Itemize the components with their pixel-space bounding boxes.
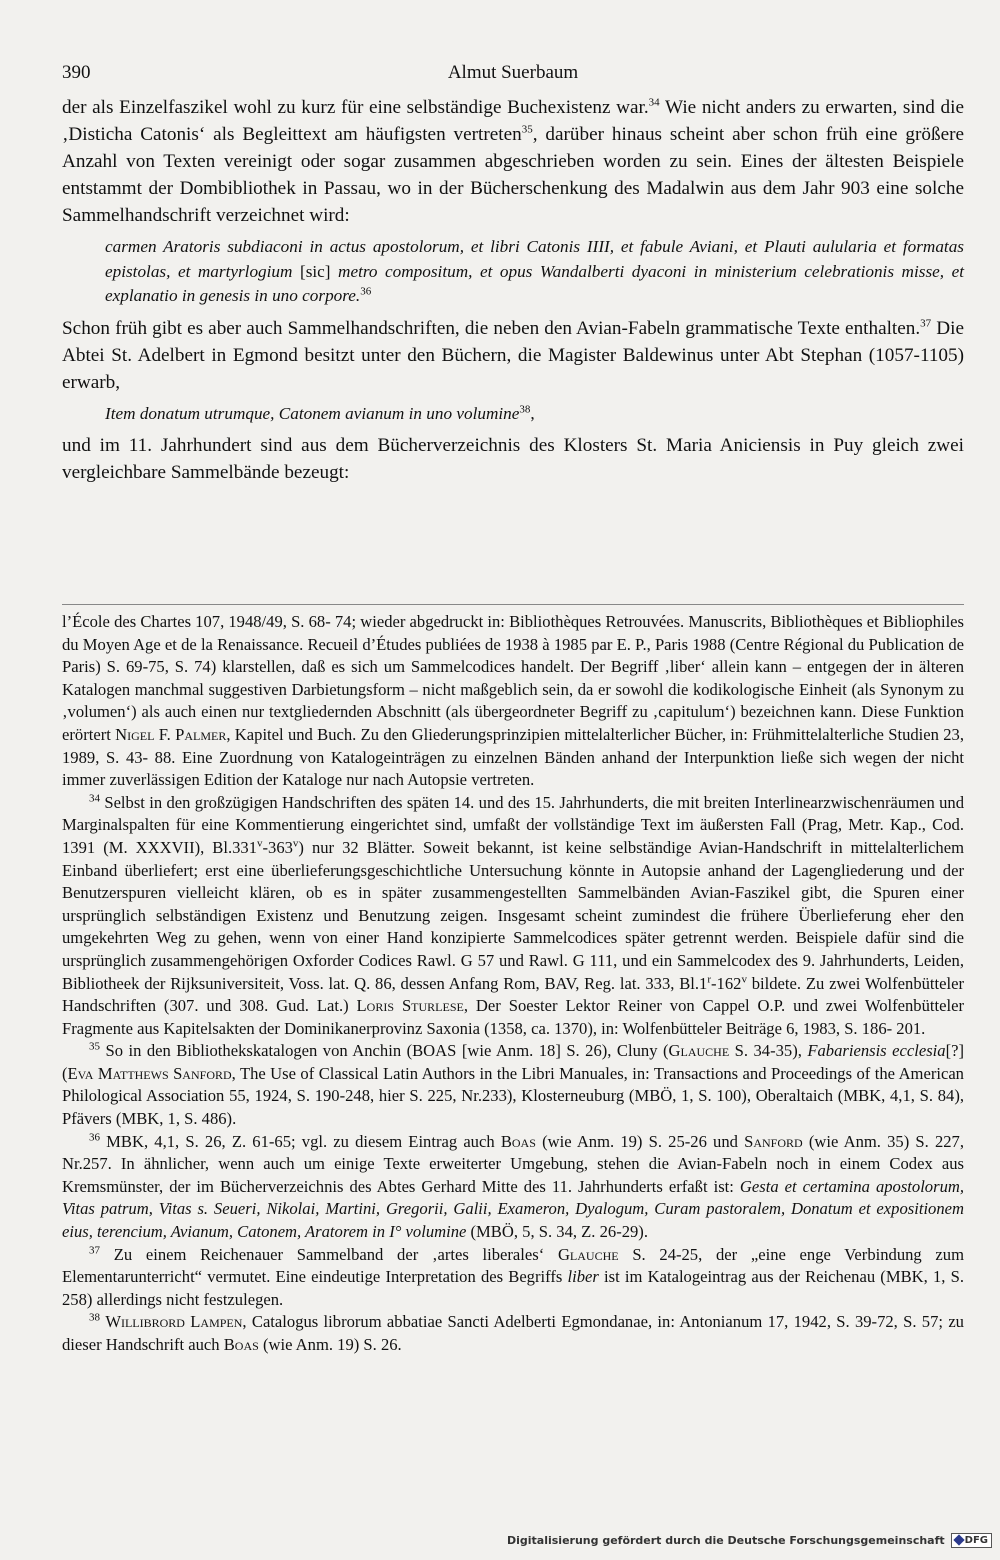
block-quote-2: [105, 402, 964, 427]
author-name: Glauche: [668, 1041, 730, 1061]
author-name: Willibrord Lampen: [105, 1312, 243, 1332]
credit-text: Digitalisierung gefördert durch die Deutsche Forschungsgemeinschaft: [506, 1533, 945, 1547]
text-run: ,: [530, 403, 535, 423]
italic-text: Gesta et certamina apostolorum, Vitas patrum, Vitas s. Seueri, Nikolai, Martini, Gregorii, Galii, Exameron, Dyalogum, Curam pastoralem, Donatum et expositionem eius, terencium, Avianum, Catonem, Aratorem in I° volumine: [62, 1176, 964, 1242]
paragraph-1: [62, 94, 964, 229]
footnote-38: [62, 1311, 964, 1356]
footnote-number: 36: [89, 1131, 100, 1144]
paragraph-3: [62, 432, 964, 486]
footnote-ref-37: 37: [920, 317, 932, 330]
author-name: Nigel F. Palmer: [115, 724, 227, 744]
superscript: v: [257, 837, 263, 850]
text-run: , Der Soester Lektor Reiner von Cappel O.P. und zwei Wolfenbütteler Fragmente aus Kapitelsakten der Dominikanerprovinz Saxonia (1358, ca. 1370), in: Wolfenbütteler Beiträge 6, 1983, S. 186- 201.: [62, 996, 964, 1038]
dfg-logo-icon: [953, 1534, 964, 1545]
text-run: (wie Anm. 19) S. 25-26 und: [535, 1131, 745, 1151]
text-run: (wie Anm. 19) S. 26.: [258, 1335, 402, 1354]
author-name: Sanford: [744, 1131, 803, 1151]
page-number: 390: [62, 62, 91, 83]
text-run: und im 11. Jahrhundert sind aus dem Bücherverzeichnis des Klosters St. Maria Aniciensis in Puy gleich zwei vergleichbare Sammelbände bezeugt:: [62, 435, 964, 483]
text-run: , The Use of Classical Latin Authors in the Libri Manuales, in: Transactions and Proceedings of the American Philological Association 55, 1924, S. 190-248, hier S. 225, Nr.233), Klosterneuburg (MBÖ, 1, S. 100), Oberaltaich (MBK, 4,1, S. 84), Pfävers (MBK, 1, S. 486).: [62, 1063, 964, 1129]
text-run: -363: [262, 837, 293, 857]
footnote-continued: [62, 611, 964, 792]
footnote-number: 35: [89, 1040, 100, 1053]
author-name: Glauche: [557, 1244, 619, 1264]
author-name: Boas: [223, 1335, 259, 1354]
footnote-34: [62, 792, 964, 1041]
superscript: v: [292, 837, 299, 850]
footnote-37: [62, 1244, 964, 1312]
latin-quote: carmen Aratoris subdiaconi in actus apostolorum, et libri Catonis IIII, et fabule Aviani, et Plauti aulularia et formatas epistolas, et martyrlogium: [105, 237, 964, 281]
superscript: v: [741, 972, 747, 985]
author-name: Boas: [500, 1131, 536, 1151]
main-text: [62, 94, 964, 486]
text-run: , Kapitel und Buch. Zu den Gliederungsprinzipien mittelalterlicher Bücher, in: Frühmittelalterliche Studien 23, 1989, S. 43- 88. Eine Zuordnung von Katalogeinträgen zu einzelnen Bänden anhand der Interpunktion ließe sich wegen der nicht immer zuverlässigen Edition der Kataloge nur nach Autopsie vertreten.: [62, 724, 964, 790]
superscript: r: [707, 972, 712, 985]
footnotes: [62, 611, 964, 1357]
text-run: Selbst in den großzügigen Handschriften des späten 14. und des 15. Jahrhunderts, die mit breiten Interlinearzwischenräumen und Marginalspalten für eine Kommentierung eingerichtet sind, umfaßt der vollständige Text im äußersten Fall (Prag, Metr. Kap., Cod. 1391 (M. XXXVII), Bl.331: [62, 792, 964, 857]
text-run: l’École des Chartes 107, 1948/49, S. 68- 74; wieder abgedruckt in: Bibliothèques Retrouvées. Manuscrits, Bibliothèques et Bibliophiles du Moyen Age et de la Renaissance. Recueil d’Études publiées de 1938 à 1985 par E. P., Paris 1988 (Centre Régional du Publication de Paris) S. 69-75, S. 74) klarstellen, daß es sich um Sammelcodices handelt. Der Begriff ‚liber‘ allein kann – entgegen der in älteren Katalogen manchmal suggestiven Darbietungsform – nicht maßgeblich sein, da er sowohl die kodikologische Einheit (als Synonym zu ‚volumen‘) als auch einen nur textgliedernden Abschnitt (als übergeordneter Begriff zu ‚capitulum‘) bezeichnen kann. Diese Funktion erörtert: [62, 612, 964, 744]
text-run: ist im Katalogeintrag aus der Reichenau (MBK, 1, S. 258) allerdings nicht festzulegen.: [62, 1267, 964, 1309]
footnote-ref-34: 34: [648, 96, 660, 109]
dfg-logo-text: DFG: [964, 1534, 988, 1546]
italic-text: Fabariensis ecclesia: [807, 1041, 946, 1061]
paragraph-2: [62, 315, 964, 396]
text-run: [?] (: [62, 1041, 964, 1083]
latin-quote: metro compositum, et opus Wandalberti dyaconi in ministerium celebrationis misse, et explanatio in genesis in uno corpore.: [105, 261, 964, 305]
text-run: S. 24-25, der „eine enge Verbindung zum Elementarunterricht“ vermutet. Eine eindeutige Interpretation des Begriffs: [62, 1244, 964, 1287]
text-run: [sic]: [299, 261, 339, 281]
text-run: (MBÖ, 5, S. 34, Z. 26-29).: [466, 1222, 648, 1242]
text-run: , darüber hinaus scheint aber schon früh eine größere Anzahl von Texten vereinigt oder sogar zusammen abgeschrieben worden zu sein. Eines der ältesten Beispiele entstammt der Dombibliothek in Passau, wo in der Bücherschenkung des Madalwin aus dem Jahr 903 eine solche Sammelhandschrift verzeichnet wird:: [62, 124, 964, 226]
latin-quote: Item donatum utrumque, Catonem avianum in uno volumine: [105, 403, 520, 423]
text-run: (wie Anm. 35) S. 227, Nr.257. In ähnlicher, wenn auch um einige Texte erweiterter Umgebung, stehen die Avian-Fabeln noch in einem Codex aus Kremsmünster, der im Bücherverzeichnis des Abtes Gerhard Mitte des 11. Jahrhunderts erfaßt ist:: [62, 1131, 965, 1196]
text-run: Die Abtei St. Adelbert in Egmond besitzt unter den Büchern, die Magister Baldewinus unter Abt Stephan (1057-1105) erwarb,: [62, 317, 964, 393]
footnote-number: 38: [89, 1311, 100, 1324]
author-name: Eva Matthews Sanford: [67, 1063, 232, 1083]
text-run: , Catalogus librorum abbatiae Sancti Adelberti Egmondanae, in: Antonianum 17, 1942, S. 39-72, S. 57; zu dieser Handschrift auch: [62, 1312, 964, 1354]
footnote-ref-38: 38: [519, 402, 531, 415]
text-run: ) nur 32 Blätter. Soweit bekannt, ist keine selbständige Avian-Handschrift in mittelalterlichem Einband überliefert; erst eine überlieferungsgeschichtliche Untersuchung könnte in Autopsie anhand der Lagengliederung und der Benutzerspuren vielleicht klären, ob es in später zusammengestellten Sammelbänden Avian-Faszikel gibt, die Spuren einer ursprünglich selbständigen Existenz und Benutzung zeigen. Insgesamt scheint zumindest die frühere Überlieferung eher den umgekehrten Weg zu gehen, wenn von einer Hand konzipierte Sammelcodices später getrennt werden. Beispiele dafür sind die ursprünglich zusammengehörigen Oxforder Codices Rawl. G 57 und Rawl. G 111, und ein Sammelcodex des 9. Jahrhunderts, Leiden, Bibliotheek der Rijksuniversiteit, Voss. lat. Q. 86, dessen Anfang Rom, BAV, Reg. lat. 333, Bl.1: [62, 837, 964, 993]
text-run: S. 34-35),: [729, 1041, 808, 1061]
footnote-36: [62, 1131, 964, 1244]
author-name: Loris Sturlese: [356, 996, 464, 1016]
block-quote-1: [105, 235, 964, 309]
page: [62, 62, 964, 1357]
text-run: Schon früh gibt es aber auch Sammelhandschriften, die neben den Avian-Fabeln grammatische Texte enthalten.: [62, 317, 921, 339]
footnote-ref-36: 36: [360, 285, 372, 298]
text-run: So in den Bibliothekskatalogen von Anchin (BOAS [wie Anm. 18] S. 26), Cluny (: [100, 1041, 669, 1061]
footnote-number: 34: [89, 792, 100, 805]
footnote-rule: [62, 604, 964, 605]
text-run: der als Einzelfaszikel wohl zu kurz für eine selbständige Buchexistenz war.: [62, 97, 649, 118]
page-header: [62, 62, 964, 94]
dfg-logo: [951, 1533, 992, 1548]
text-run: Zu einem Reichenauer Sammelband der ‚artes liberales‘: [100, 1244, 558, 1264]
footnote-35: [62, 1040, 964, 1130]
blank-space: [62, 486, 964, 604]
italic-text: liber: [567, 1267, 599, 1287]
text-run: -162: [711, 973, 742, 993]
footnote-number: 37: [89, 1244, 100, 1257]
digitization-credit: [507, 1530, 992, 1550]
footnote-ref-35: 35: [521, 123, 533, 136]
text-run: bildete. Zu zwei Wolfenbütteler Handschriften (307. und 308. Gud. Lat.): [62, 973, 964, 1016]
running-head: Almut Suerbaum: [447, 62, 579, 83]
text-run: MBK, 4,1, S. 26, Z. 61-65; vgl. zu diesem Eintrag auch: [100, 1131, 501, 1151]
text-run: Wie nicht anders zu erwarten, sind die ‚Disticha Catonis‘ als Begleittext am häufigsten vertreten: [62, 97, 964, 145]
